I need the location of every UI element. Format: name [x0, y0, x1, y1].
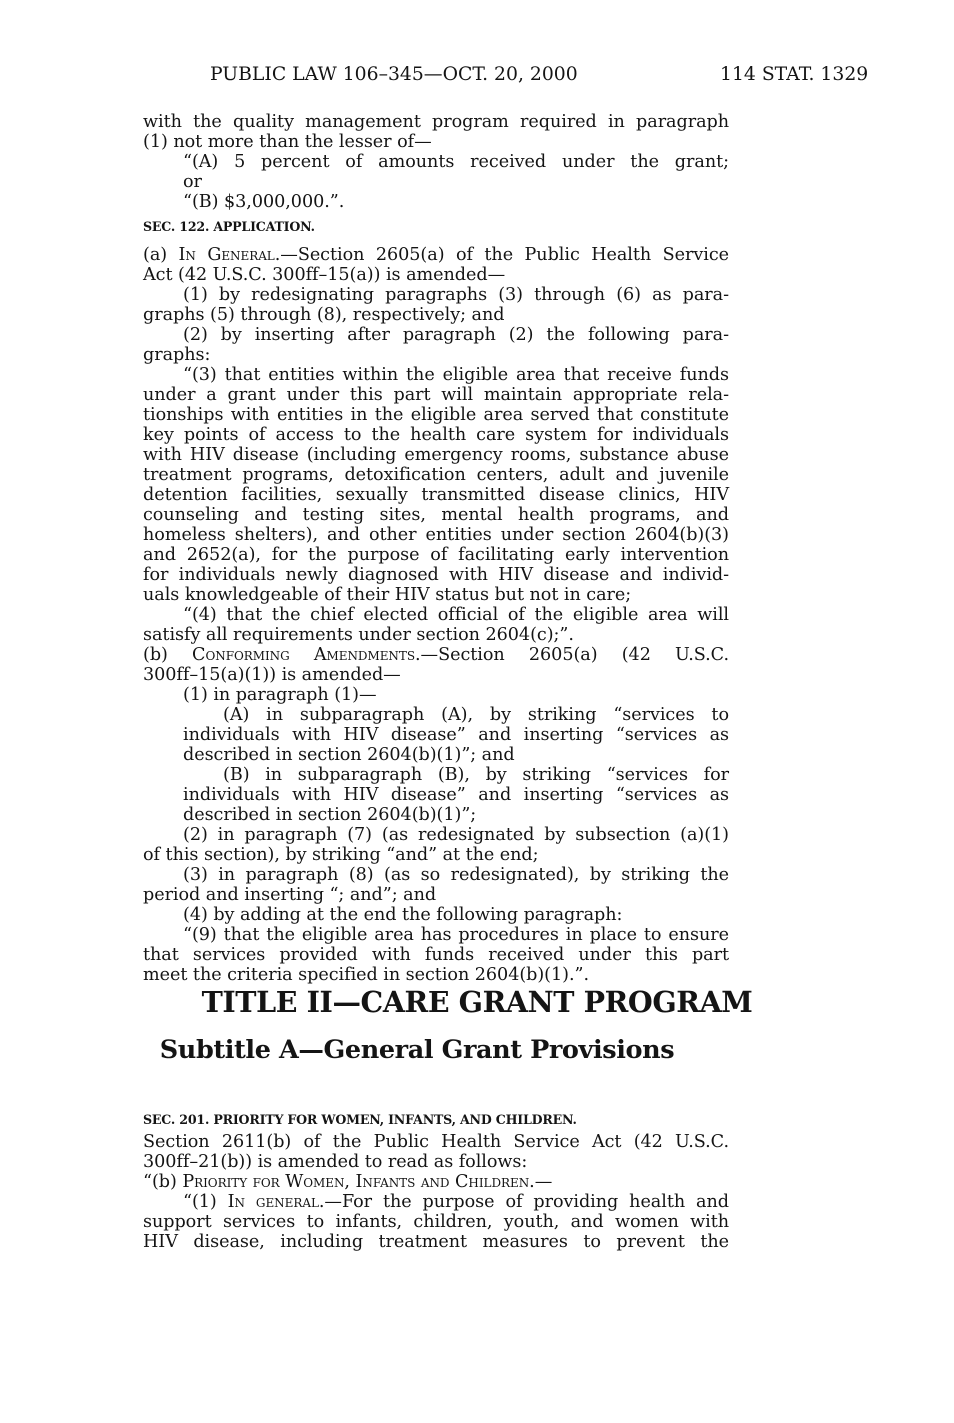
small-caps-heading: Priority for Women, Infants and Children [182, 1172, 530, 1192]
text-run: (1) in paragraph (1)— [183, 685, 377, 705]
text-run: .—For the purpose of providing health and [318, 1192, 729, 1212]
text-line [143, 386, 729, 406]
text-run: (1) not more than the lesser of— [143, 132, 432, 152]
text-line [143, 886, 729, 906]
text-run: “(B) $3,000,000.”. [183, 192, 345, 212]
text-run: “(1) [183, 1192, 228, 1212]
text-run: with HIV disease (including emergency rooms, substance abuse [143, 445, 729, 465]
text-line [143, 346, 729, 366]
text-line [183, 153, 729, 173]
text-line [183, 326, 729, 346]
text-run: Section 2611(b) of the Public Health Service Act (42 U.S.C. [143, 1132, 729, 1152]
text-run: graphs: [143, 345, 211, 365]
text-line [143, 113, 729, 133]
subtitle-a-heading: Subtitle A—General Grant Provisions [159, 1035, 675, 1065]
text-line [143, 266, 729, 286]
text-line [183, 193, 729, 213]
text-line [183, 806, 729, 826]
text-line [143, 586, 729, 606]
text-run: satisfy all requirements under section 2604(c);”. [143, 625, 574, 645]
text-line [223, 706, 729, 726]
text-line [183, 1193, 729, 1213]
text-line [143, 1233, 729, 1253]
text-line [183, 786, 729, 806]
text-run: “(A) 5 percent of amounts received under the grant; [183, 152, 729, 172]
text-line [143, 1153, 729, 1173]
text-line [143, 966, 729, 986]
text-run: (3) in paragraph (8) (as so redesignated), by striking the [183, 865, 729, 885]
text-run: tionships with entities in the eligible area served that constitute [143, 405, 729, 425]
text-line [143, 1213, 729, 1233]
text-run: under a grant under this part will maintain appropriate rela- [143, 385, 729, 405]
text-run: HIV disease, including treatment measures to prevent the [143, 1232, 729, 1252]
text-line [143, 846, 729, 866]
text-run: key points of access to the health care system for individuals [143, 425, 729, 445]
text-run: for individuals newly diagnosed with HIV disease and individ- [143, 565, 729, 585]
text-line [143, 426, 729, 446]
text-run: period and inserting “; and”; and [143, 885, 437, 905]
text-line [183, 286, 729, 306]
section-122-heading: SEC. 122. APPLICATION. [143, 219, 315, 234]
text-line [183, 606, 729, 626]
text-line [183, 173, 729, 193]
text-run: and 2652(a), for the purpose of facilitating early intervention [143, 545, 729, 565]
text-run: individuals with HIV disease” and inserting “services as [183, 785, 729, 805]
text-run: of this section), by striking “and” at the end; [143, 845, 539, 865]
text-run: described in section 2604(b)(1)”; and [183, 745, 515, 765]
text-line [143, 133, 729, 153]
text-run: (a) [143, 245, 179, 265]
text-line [143, 546, 729, 566]
small-caps-heading: In general [227, 1192, 319, 1212]
text-line [143, 566, 729, 586]
text-line [143, 1133, 729, 1153]
text-line [143, 446, 729, 466]
text-run: described in section 2604(b)(1)”; [183, 805, 477, 825]
text-line [223, 766, 729, 786]
text-run: with the quality management program required in paragraph [143, 112, 729, 132]
text-line [143, 626, 729, 646]
text-run: that services provided with funds received under this part [143, 945, 729, 965]
text-run: “(b) [143, 1172, 183, 1192]
text-run: detention facilities, sexually transmitted disease clinics, HIV [143, 485, 729, 505]
text-run: .—Section 2605(a) of the Public Health Service [274, 245, 729, 265]
text-line [143, 1173, 729, 1193]
small-caps-heading: Conforming Amendments [192, 645, 416, 665]
text-run: homeless shelters), and other entities under section 2604(b)(3) [143, 525, 729, 545]
running-header-left: PUBLIC LAW 106–345—OCT. 20, 2000 [210, 64, 578, 85]
text-line [183, 686, 729, 706]
text-line [183, 366, 729, 386]
text-run: (4) by adding at the end the following paragraph: [183, 905, 623, 925]
text-run: (2) in paragraph (7) (as redesignated by subsection (a)(1) [183, 825, 729, 845]
text-run: .— [529, 1172, 553, 1192]
text-line [143, 666, 729, 686]
text-line [183, 866, 729, 886]
text-run: treatment programs, detoxification centers, adult and juvenile [143, 465, 729, 485]
text-line [143, 306, 729, 326]
text-run: (2) by inserting after paragraph (2) the following para- [183, 325, 729, 345]
text-line [143, 646, 729, 666]
text-run: (A) in subparagraph (A), by striking “services to [223, 705, 729, 725]
section-201-heading: SEC. 201. PRIORITY FOR WOMEN, INFANTS, AND CHILDREN. [143, 1112, 577, 1127]
text-run: “(4) that the chief elected official of the eligible area will [183, 605, 729, 625]
text-line [143, 526, 729, 546]
text-line [143, 466, 729, 486]
text-run: (B) in subparagraph (B), by striking “services for [223, 765, 729, 785]
text-line [143, 946, 729, 966]
text-line [183, 926, 729, 946]
text-run: meet the criteria specified in section 2604(b)(1).”. [143, 965, 589, 985]
text-run: 300ff–15(a)(1)) is amended— [143, 665, 401, 685]
title-ii-heading: TITLE II—CARE GRANT PROGRAM [201, 985, 753, 1019]
text-line [183, 826, 729, 846]
text-run: (1) by redesignating paragraphs (3) through (6) as para- [183, 285, 729, 305]
text-run: “(9) that the eligible area has procedures in place to ensure [183, 925, 729, 945]
running-header-right: 114 STAT. 1329 [720, 64, 869, 85]
text-run: support services to infants, children, youth, and women with [143, 1212, 729, 1232]
text-line [183, 906, 729, 926]
text-run: counseling and testing sites, mental health programs, and [143, 505, 729, 525]
text-line [143, 486, 729, 506]
text-line [143, 246, 729, 266]
text-run: graphs (5) through (8), respectively; and [143, 305, 505, 325]
small-caps-heading: In General [178, 245, 275, 265]
text-run: individuals with HIV disease” and inserting “services as [183, 725, 729, 745]
text-run: Act (42 U.S.C. 300ff–15(a)) is amended— [143, 265, 506, 285]
text-line [143, 506, 729, 526]
text-run: 300ff–21(b)) is amended to read as follows: [143, 1152, 528, 1172]
text-run: uals knowledgeable of their HIV status but not in care; [143, 585, 632, 605]
text-run: .—Section 2605(a) (42 U.S.C. [415, 645, 729, 665]
text-line [183, 746, 729, 766]
text-run: “(3) that entities within the eligible area that receive funds [183, 365, 729, 385]
text-run: or [183, 172, 202, 192]
text-line [183, 726, 729, 746]
text-line [143, 406, 729, 426]
text-run: (b) [143, 645, 193, 665]
